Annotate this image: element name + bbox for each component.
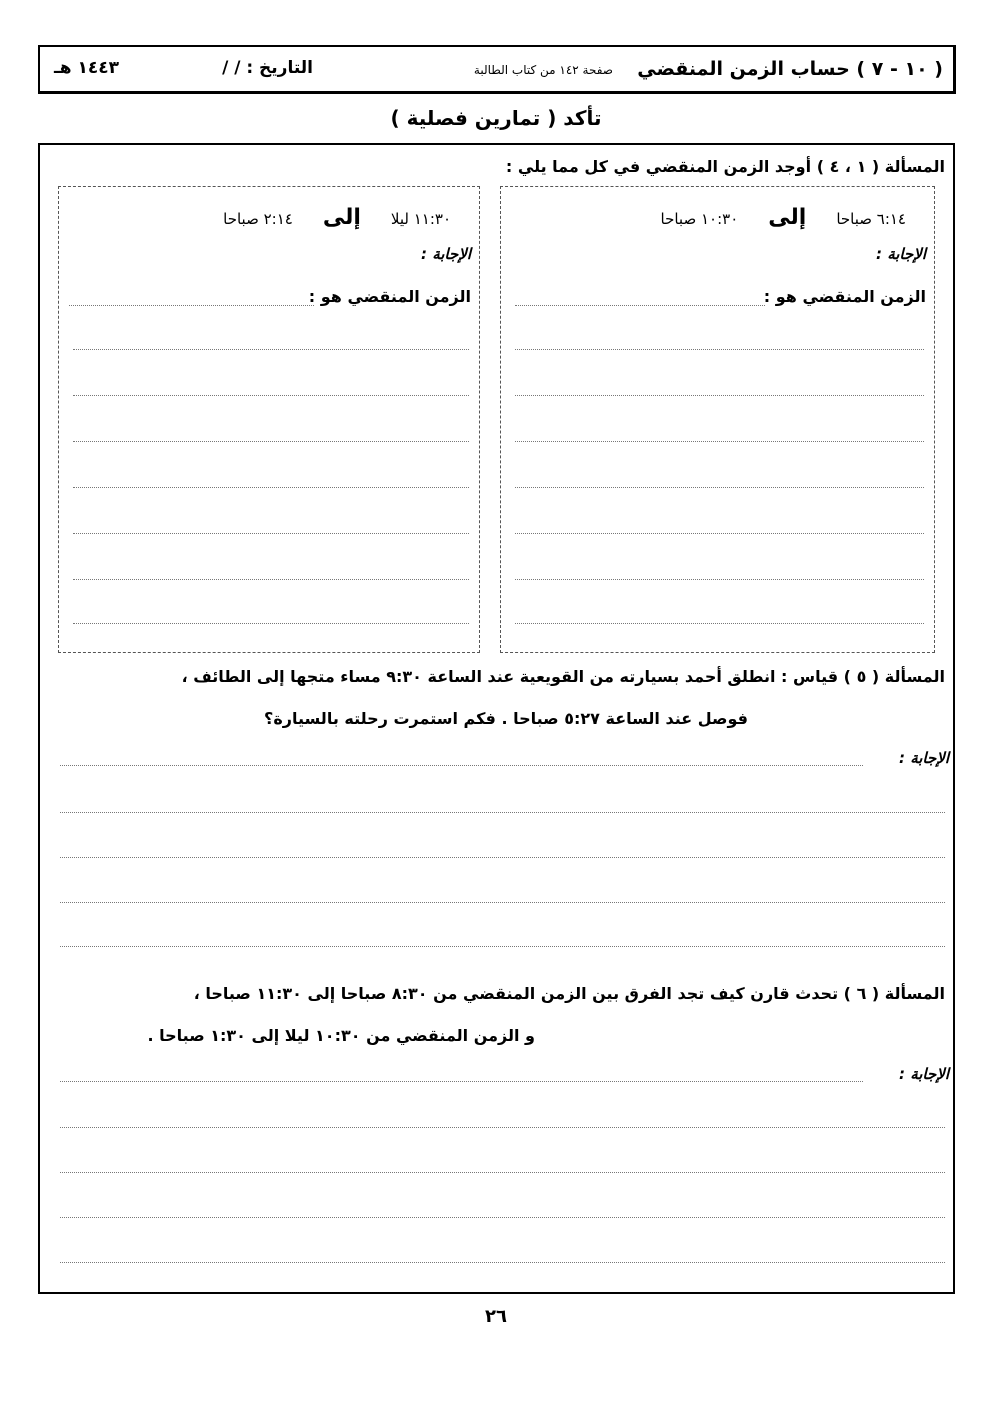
answer-line[interactable] [60, 946, 945, 947]
problem5-statement [182, 667, 945, 686]
problem5-line2: فوصل عند الساعة ٥:٢٧ صباحا . فكم استمرت رحلته بالسيارة؟ [264, 709, 748, 728]
problem5-label: المسألة ( ٥ ) [843, 667, 945, 686]
page-number: ٢٦ [485, 1306, 507, 1327]
problem1-box-b [58, 186, 480, 653]
problem6-text-end: الزمن المنقضي من ٨:٣٠ صباحا إلى ١١:٣٠ صباحا ، [193, 984, 587, 1003]
answer-line[interactable] [515, 395, 924, 396]
time-range [661, 205, 906, 230]
problem6-statement [194, 984, 945, 1003]
elapsed-label: الزمن المنقضي هو : [308, 287, 471, 306]
time-range [223, 205, 451, 230]
section-title: تأكد ( تمارين فصلية ) [390, 106, 602, 130]
answer-line[interactable] [60, 1262, 945, 1263]
answer-line[interactable] [73, 395, 469, 396]
answer-line[interactable] [73, 533, 469, 534]
problem6-emphasis: قارن كيف تجد الفرق بين [592, 984, 790, 1003]
problem1-box-a [500, 186, 935, 653]
time-from: ١١:٣٠ ليلا [390, 210, 451, 228]
answer-line[interactable] [515, 533, 924, 534]
time-to: ١٠:٣٠ صباحا [660, 210, 739, 228]
answer-line[interactable] [60, 1172, 945, 1173]
problem1-statement [506, 157, 945, 176]
answer-line[interactable] [73, 487, 469, 488]
worksheet-header [38, 45, 956, 94]
to-word: إلى [322, 205, 361, 230]
answer-line[interactable] [73, 349, 469, 350]
answer-line[interactable] [60, 1127, 945, 1128]
answer-line[interactable] [60, 1217, 945, 1218]
problem6-answer-label: الإجابة : [898, 1065, 949, 1083]
problem1-emphasis: الزمن المنقضي [645, 157, 770, 176]
to-word: إلى [768, 205, 807, 230]
answer-line[interactable] [73, 623, 469, 624]
answer-line[interactable] [515, 579, 924, 580]
hijri-year: ١٤٤٣ هـ [54, 58, 120, 78]
answer-line[interactable] [515, 441, 924, 442]
answer-line[interactable] [515, 349, 924, 350]
problem6-text: تحدث [795, 984, 839, 1003]
problem5-text-end: بسيارته من القويعية عند الساعة ٩:٣٠ مساء متجها إلى الطائف ، [181, 667, 680, 686]
problem5-emphasis: أحمد [684, 667, 722, 686]
answer-line[interactable] [60, 1081, 863, 1082]
problem5-text: قياس : انطلق [727, 667, 839, 686]
date-label: التاريخ : / / [222, 58, 313, 78]
answer-label: الإجابة : [420, 245, 471, 263]
answer-line[interactable] [73, 579, 469, 580]
problem6-line2: و الزمن المنقضي من ١٠:٣٠ ليلا إلى ١:٣٠ صباحا . [147, 1026, 535, 1045]
answer-line[interactable] [515, 623, 924, 624]
answer-label: الإجابة : [875, 245, 926, 263]
answer-line[interactable] [60, 765, 863, 766]
answer-line[interactable] [60, 857, 945, 858]
problem1-label: المسألة ( ١ ، ٤ ) [816, 157, 945, 176]
answer-line[interactable] [69, 305, 314, 306]
problem6-label: المسألة ( ٦ ) [843, 984, 945, 1003]
elapsed-label: الزمن المنقضي هو : [763, 287, 926, 306]
problem1-text-end: في كل مما يلي : [505, 157, 641, 176]
exercise-frame [38, 143, 955, 1294]
problem1-text: أوجد [774, 157, 812, 176]
time-from: ٦:١٤ صباحا [836, 210, 906, 228]
answer-line[interactable] [60, 902, 945, 903]
lesson-title: ( ١٠ - ٧ ) حساب الزمن المنقضي [637, 58, 943, 80]
problem5-answer-label: الإجابة : [898, 749, 949, 767]
answer-line[interactable] [60, 812, 945, 813]
time-to: ٢:١٤ صباحا [223, 210, 293, 228]
answer-line[interactable] [73, 441, 469, 442]
answer-line[interactable] [515, 305, 765, 306]
answer-line[interactable] [515, 487, 924, 488]
page-reference: صفحة ١٤٢ من كتاب الطالبة [473, 63, 613, 77]
